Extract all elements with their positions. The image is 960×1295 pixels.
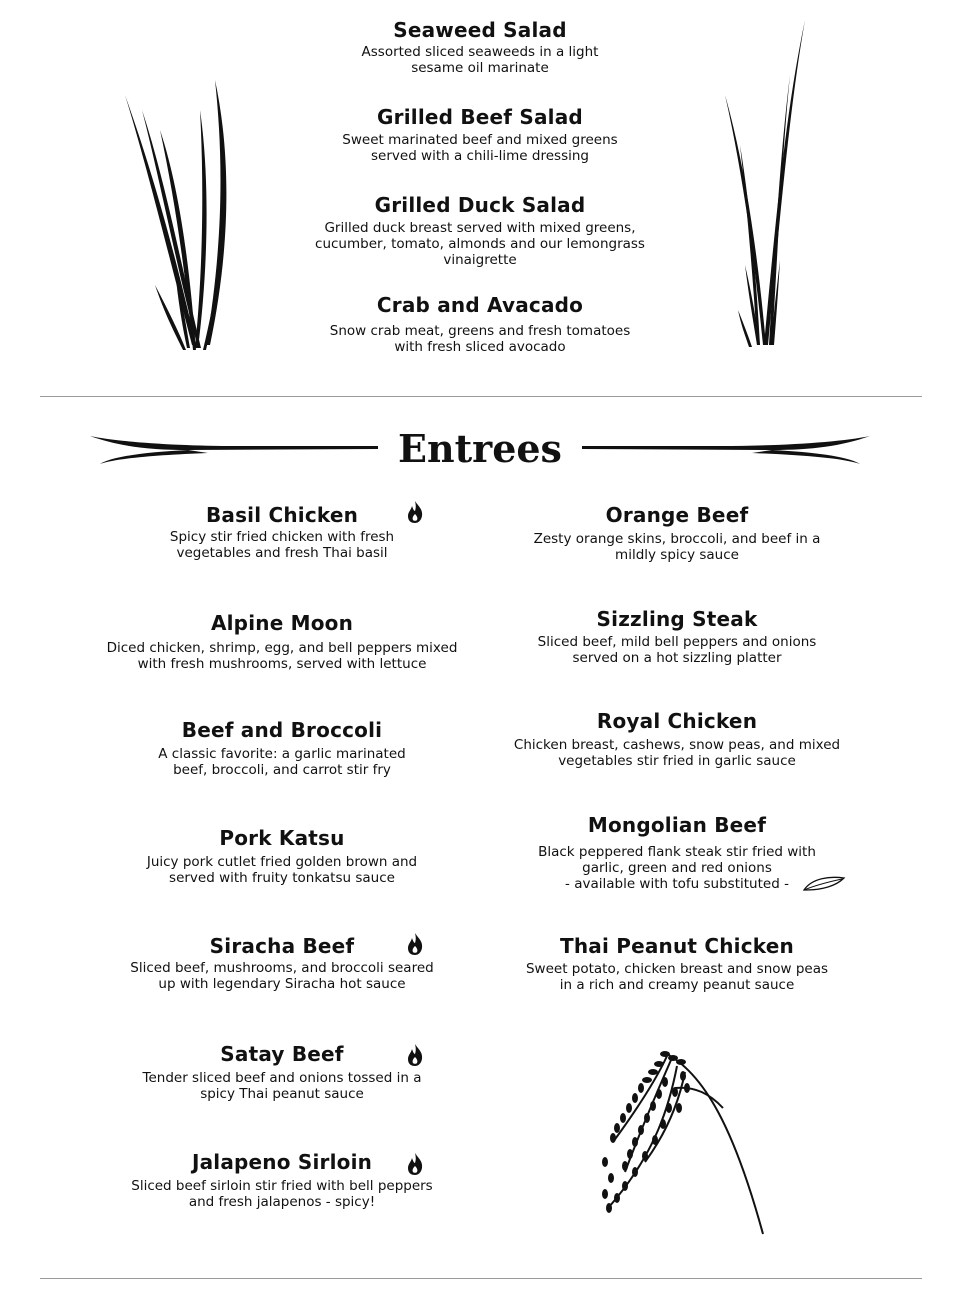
section-divider: [40, 396, 922, 397]
grass-illustration-left: [120, 70, 240, 355]
menu-item-desc: Sliced beef sirloin stir fried with bell peppers and fresh jalapenos - spicy!: [131, 1178, 433, 1210]
menu-item-name: Siracha Beef: [209, 934, 355, 958]
menu-item-desc: Tender sliced beef and onions tossed in a spicy Thai peanut sauce: [142, 1070, 422, 1102]
menu-item-name: Mongolian Beef: [587, 813, 767, 837]
menu-item-desc: A classic favorite: a garlic marinated beef, broccoli, and carrot stir fry: [158, 746, 406, 778]
menu-item-desc: Assorted sliced seaweeds in a light sesame oil marinate: [361, 44, 599, 76]
menu-item-desc: Juicy pork cutlet fried golden brown and served with fruity tonkatsu sauce: [146, 854, 418, 886]
menu-item-name: Orange Beef: [605, 503, 749, 527]
menu-item-desc: Chicken breast, cashews, snow peas, and mixed vegetables stir fried in garlic sauce: [513, 737, 841, 769]
grass-illustration-right: [720, 15, 820, 350]
menu-item-desc: Sweet potato, chicken breast and snow peas in a rich and creamy peanut sauce: [525, 961, 829, 993]
spicy-flame-icon: [405, 1043, 425, 1067]
menu-item-desc: Sliced beef, mushrooms, and broccoli seared up with legendary Siracha hot sauce: [130, 960, 434, 992]
menu-item-name: Grilled Duck Salad: [374, 193, 586, 217]
menu-item-desc: Diced chicken, shrimp, egg, and bell peppers mixed with fresh mushrooms, served with lettuce: [106, 640, 458, 672]
menu-item-name: Royal Chicken: [596, 709, 758, 733]
menu-item-desc: Spicy stir fried chicken with fresh vegetables and fresh Thai basil: [169, 529, 395, 561]
menu-item-desc: Zesty orange skins, broccoli, and beef in a mildly spicy sauce: [533, 531, 821, 563]
menu-item-name: Sizzling Steak: [596, 607, 758, 631]
menu-item-name: Jalapeno Sirloin: [191, 1150, 373, 1174]
menu-item-name: Basil Chicken: [205, 503, 359, 527]
heading-flourish-left: [88, 428, 378, 466]
vegetarian-leaf-icon: [802, 874, 846, 892]
rice-stalk-illustration: [595, 1042, 775, 1237]
menu-item-name: Seaweed Salad: [393, 18, 567, 42]
menu-item-name: Satay Beef: [220, 1042, 344, 1066]
menu-item-desc: Grilled duck breast served with mixed greens, cucumber, tomato, almonds and our lemongrass vinaigrette: [315, 220, 645, 268]
menu-item-desc: Sliced beef, mild bell peppers and onions served on a hot sizzling platter: [537, 634, 817, 666]
spicy-flame-icon: [405, 932, 425, 956]
menu-item-desc: Black peppered flank steak stir fried with garlic, green and red onions - available with tofu substituted -: [538, 844, 816, 892]
menu-item-name: Beef and Broccoli: [181, 718, 383, 742]
spicy-flame-icon: [405, 500, 425, 524]
spicy-flame-icon: [405, 1152, 425, 1176]
menu-item-desc: Sweet marinated beef and mixed greens served with a chili-lime dressing: [342, 132, 618, 164]
menu-item-desc: Snow crab meat, greens and fresh tomatoes with fresh sliced avocado: [329, 323, 631, 355]
section-divider: [40, 1278, 922, 1279]
menu-item-name: Thai Peanut Chicken: [560, 934, 794, 958]
menu-item-name: Crab and Avacado: [376, 293, 584, 317]
menu-item-name: Grilled Beef Salad: [377, 105, 583, 129]
menu-item-name: Pork Katsu: [219, 826, 345, 850]
menu-item-name: Alpine Moon: [210, 611, 354, 635]
section-heading-entrees: Entrees: [398, 426, 562, 471]
heading-flourish-right: [582, 428, 872, 466]
